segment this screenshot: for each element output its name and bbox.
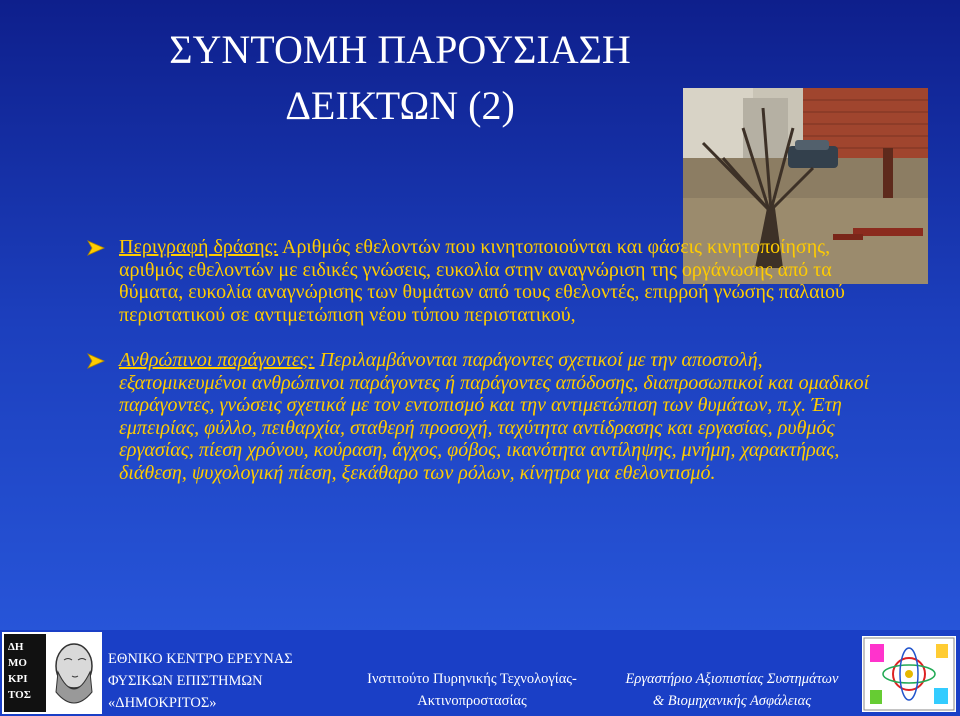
footer-org-line-1: ΕΘΝΙΚΟ ΚΕΝΤΡΟ ΕΡΕΥΝΑΣ: [108, 651, 293, 667]
title-line-1: ΣΥΝΤΟΜΗ ΠΑΡΟΥΣΙΑΣΗ: [169, 27, 631, 72]
demokritos-logo: [2, 632, 102, 714]
footer-org-name: [108, 648, 328, 714]
svg-text:ΤΟΣ: ΤΟΣ: [8, 689, 31, 701]
lab-emblem-icon: [862, 636, 956, 712]
footer-org-line-3: «ΔΗΜΟΚΡΙΤΟΣ»: [108, 695, 217, 711]
footer-lab: [606, 668, 858, 712]
bullet-lead: Περιγραφή δράσης:: [119, 236, 279, 258]
slide-title: [130, 22, 670, 134]
bullet-description: [86, 236, 876, 326]
footer-institute: [344, 668, 600, 712]
footer-institute-line-2: Ακτινοπροστασίας: [417, 693, 527, 709]
arrowhead-bullet-icon: [86, 240, 106, 256]
bullet-lead: Ανθρώπινοι παράγοντες:: [119, 349, 315, 371]
lab-logo: [862, 636, 956, 712]
footer-lab-line-1: Εργαστήριο Αξιοπιστίας Συστημάτων: [625, 671, 839, 687]
arrowhead-bullet-icon: [86, 353, 106, 369]
footer-institute-line-1: Ινστιτούτο Πυρηνικής Τεχνολογίας-: [367, 671, 577, 687]
bullet-body: Αριθμός εθελοντών που κινητοποιούνται και φάσεις κινητοποίησης, αριθμός εθελοντών με ειδικές γνώσεις, ευκολία στην αναγνώριση της οργάνωσης από τα θύματα, ευκολία αναγνώρισης των θυμάτων από τους εθελοντές, επιρροή γνώσης παλαιού περιστατικού σε αντιμετώπιση νέου τύπου περιστατικού,: [119, 236, 845, 326]
footer-lab-line-2: & Βιομηχανικής Ασφάλειας: [652, 693, 812, 709]
bullet-list: [86, 236, 876, 507]
demokritos-bust-icon: [2, 632, 102, 714]
footer-org-line-2: ΦΥΣΙΚΩΝ ΕΠΙΣΤΗΜΩΝ: [108, 673, 263, 689]
bullet-body: Περιλαμβάνονται παράγοντες σχετικοί με την αποστολή, εξατομικευμένοι ανθρώπινοι παράγοντες ή παράγοντες απόδοσης, διαπροσωπικοί και ομαδικοί παράγοντες, γνώσεις σχετικά με τον εντοπισμό και την αντιμετώπιση των θυμάτων, π.χ. Έτη εμπειρίας, φύλλο, πειθαρχία, σταθερή προσοχή, ταχύτητα αντίδρασης και εργασίας, ρυθμός εργασίας, πίεση χρόνου, κούραση, άγχος, φόβος, ικανότητα αντίληψης, μνήμη, χαρακτήρας, διάθεση, ψυχολογική πίεση, ξεκάθαρο των ρόλων, κίνητρα για εθελοντισμό.: [119, 349, 870, 484]
title-line-2: ΔΕΙΚΤΩΝ (2): [285, 83, 515, 128]
svg-text:ΚΡΙ: ΚΡΙ: [8, 673, 28, 685]
svg-text:ΔΗ: ΔΗ: [8, 641, 24, 653]
svg-text:ΜΟ: ΜΟ: [8, 657, 27, 669]
bullet-human-factors: [86, 349, 876, 484]
